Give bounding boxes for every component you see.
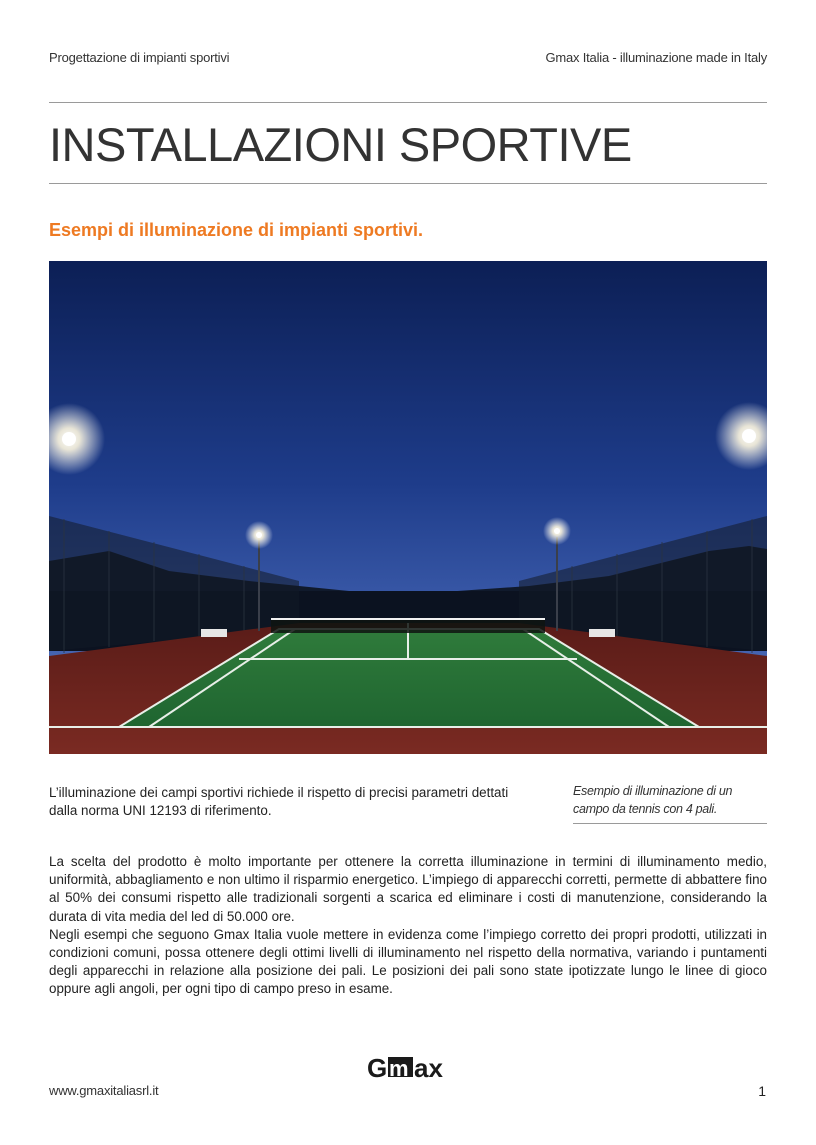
body-paragraph-2: Negli esempi che seguono Gmax Italia vuole mettere in evidenza come l’impiego corretto dei propri prodotti, utilizzati in condizioni comuni, possa ottenere degli ottimi livelli di illuminamento nel rispetto della normativa, variando i puntamenti degli apparecchi in relazione alla posizione dei pali. Le posizioni dei pali sono state ipotizzate lungo le linee di gioco oppure agli angoli, per ogni tipo di campo preso in esame. — [49, 926, 767, 997]
title-divider — [49, 183, 767, 184]
body-text — [49, 853, 767, 999]
logo-text-m: m — [389, 1056, 409, 1081]
intro-paragraph: L’illuminazione dei campi sportivi richiede il rispetto di precisi parametri dettati dalla norma UNI 12193 di riferimento. — [49, 785, 509, 818]
gmax-logo — [367, 1051, 449, 1081]
section-subtitle: Esempi di illuminazione di impianti sportivi. — [49, 220, 424, 240]
logo-text-ax: ax — [414, 1053, 443, 1081]
body-paragraph-1: La scelta del prodotto è molto importante per ottenere la corretta illuminazione in termini di illuminamento medio, uniformità, abbagliamento e non ultimo il risparmio energetico. L’impiego di apparecchi corretti, permette di abbattere fino al 50% dei consumi rispetto alle tradizionali sorgenti a scarica ed eliminare i costi di manutenzione, considerando la durata di vita media del led di 50.000 ore. — [49, 854, 767, 924]
tennis-court-photo — [49, 261, 767, 754]
header-left-text: Progettazione di impianti sportivi — [49, 50, 230, 65]
caption-divider — [573, 823, 767, 824]
page-number: 1 — [758, 1083, 766, 1099]
header-divider — [49, 102, 767, 103]
website-link[interactable]: www.gmaxitaliasrl.it — [49, 1083, 159, 1098]
header-right-text: Gmax Italia - illuminazione made in Italy — [545, 50, 767, 65]
photo-caption: Esempio di illuminazione di un campo da tennis con 4 pali. — [573, 784, 733, 816]
logo-text-g: G — [367, 1053, 388, 1081]
page-title: INSTALLAZIONI SPORTIVE — [49, 118, 632, 171]
